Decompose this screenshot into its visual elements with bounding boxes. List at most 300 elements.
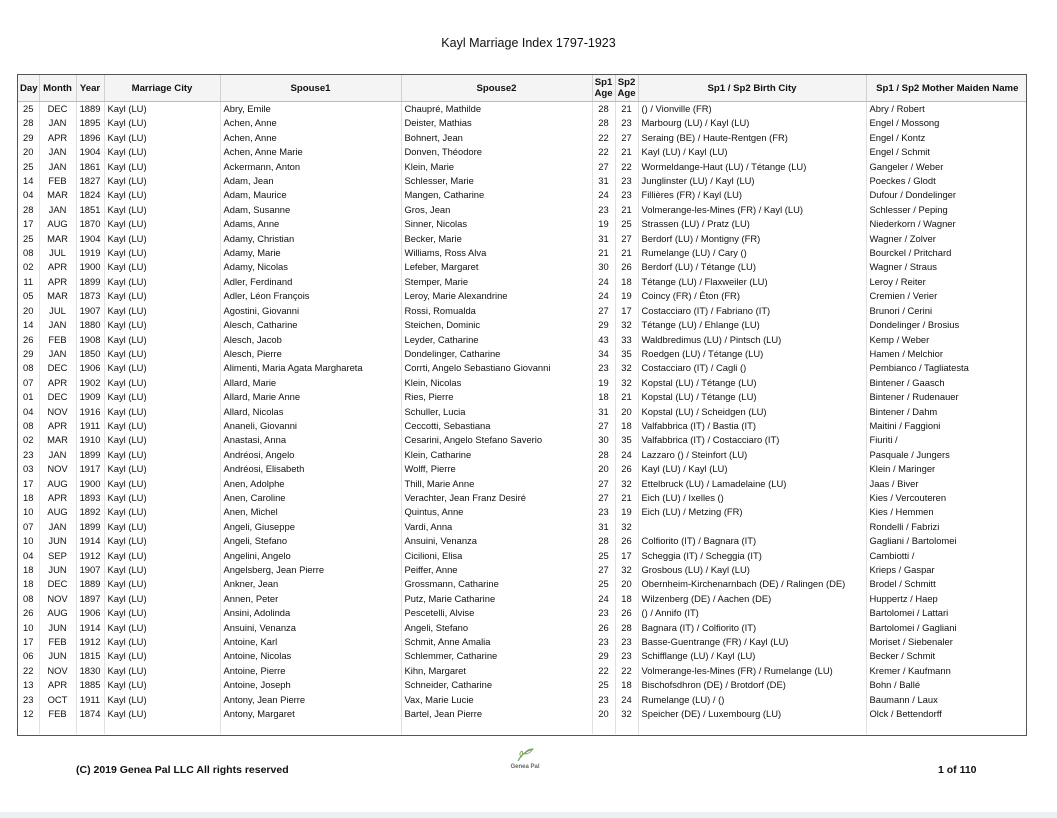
cell-spouse2: Rossi, Romualda [401,304,592,318]
cell-spouse1: Angeli, Giuseppe [220,520,401,534]
cell-spouse2: Klein, Marie [401,160,592,174]
cell-spouse2: Stemper, Marie [401,275,592,289]
cell-sp2-age: 19 [615,289,638,303]
cell-month: AUG [39,477,76,491]
cell-mother-maiden-name: Pembianco / Tagliatesta [866,361,1027,375]
cell-sp2-age: 23 [615,649,638,663]
cell-sp1-age: 24 [592,188,615,202]
cell-spouse1: Allard, Marie [220,376,401,390]
cell-mother-maiden-name: Jaas / Biver [866,477,1027,491]
cell-sp1-age: 27 [592,491,615,505]
cell-mother-maiden-name: Bourckel / Pritchard [866,246,1027,260]
cell-sp1-age: 31 [592,232,615,246]
cell-spouse2: Schmit, Anne Amalia [401,635,592,649]
cell-sp2-age: 32 [615,707,638,721]
cell-sp1-age: 28 [592,102,615,117]
cell-mother-maiden-name: Engel / Kontz [866,131,1027,145]
cell-sp1-age: 19 [592,217,615,231]
cell-sp2-age: 22 [615,160,638,174]
cell-sp1-age: 27 [592,563,615,577]
cell-month: FEB [39,174,76,188]
cell-day: 26 [23,333,34,345]
cell-birth-city: Kayl (LU) / Kayl (LU) [638,145,866,159]
cell-month: JAN [39,347,76,361]
cell-sp2-age: 25 [615,217,638,231]
cell-sp1-age: 30 [592,260,615,274]
cell-mother-maiden-name: Bohn / Ballé [866,678,1027,692]
cell-spouse2: Klein, Catharine [401,448,592,462]
cell-month: APR [39,275,76,289]
cell-sp1-age: 27 [592,419,615,433]
cell-spouse2: Chaupré, Mathilde [401,102,592,117]
cell-year: 1914 [76,621,104,635]
cell-marriage-city: Kayl (LU) [104,260,220,274]
cell-mother-maiden-name: Baumann / Laux [866,693,1027,707]
cell-year: 1912 [76,549,104,563]
cell-day: 08 [23,362,34,374]
cell-spouse2: Gros, Jean [401,203,592,217]
cell-birth-city: Schifflange (LU) / Kayl (LU) [638,649,866,663]
cell-spouse1: Alesch, Jacob [220,333,401,347]
cell-year: 1893 [76,491,104,505]
cell-sp1-age: 26 [592,621,615,635]
cell-sp1-age: 28 [592,448,615,462]
cell-mother-maiden-name: Hamen / Melchior [866,347,1027,361]
cell-marriage-city: Kayl (LU) [104,203,220,217]
cell-month: APR [39,491,76,505]
cell-sp1-age: 23 [592,361,615,375]
cell-month: JAN [39,448,76,462]
cell-spouse1: Ansini, Adolinda [220,606,401,620]
cell-year: 1909 [76,390,104,404]
cell-sp1-age: 23 [592,635,615,649]
cell-mother-maiden-name: Bartolomei / Lattari [866,606,1027,620]
cell-birth-city: Lazzaro () / Steinfort (LU) [638,448,866,462]
cell-sp2-age: 26 [615,606,638,620]
table-row [18,232,1027,246]
cell-spouse2: Vardi, Anna [401,520,592,534]
cell-mother-maiden-name: Kies / Vercouteren [866,491,1027,505]
cell-marriage-city: Kayl (LU) [104,361,220,375]
cell-spouse1: Achen, Anne [220,131,401,145]
cell-mother-maiden-name: Engel / Mossong [866,116,1027,130]
table-row [18,304,1027,318]
cell-marriage-city: Kayl (LU) [104,635,220,649]
cell-mother-maiden-name: Kremer / Kaufmann [866,664,1027,678]
cell-month: MAR [39,232,76,246]
cell-month: JUL [39,304,76,318]
cell-month: APR [39,260,76,274]
cell-spouse2: Deister, Mathias [401,116,592,130]
table-header-row [18,75,1027,102]
cell-year: 1906 [76,361,104,375]
cell-sp2-age: 19 [615,505,638,519]
cell-sp2-age: 27 [615,232,638,246]
cell-month: JAN [39,520,76,534]
cell-day: 25 [23,160,34,172]
cell-sp2-age: 18 [615,678,638,692]
cell-birth-city: Tétange (LU) / Ehlange (LU) [638,318,866,332]
cell-month: MAR [39,433,76,447]
cell-marriage-city: Kayl (LU) [104,563,220,577]
cell-day: 06 [23,650,34,662]
cell-mother-maiden-name: Dondelinger / Brosius [866,318,1027,332]
cell-year: 1919 [76,246,104,260]
cell-month: JUN [39,621,76,635]
cell-marriage-city: Kayl (LU) [104,419,220,433]
cell-sp2-age: 32 [615,318,638,332]
cell-marriage-city: Kayl (LU) [104,433,220,447]
cell-mother-maiden-name: Brodel / Schmitt [866,577,1027,591]
cell-sp1-age: 24 [592,289,615,303]
table-row [18,131,1027,145]
cell-year: 1907 [76,304,104,318]
cell-spouse2: Corrti, Angelo Sebastiano Giovanni [401,361,592,375]
cell-spouse1: Ananeli, Giovanni [220,419,401,433]
cell-spouse1: Allard, Marie Anne [220,390,401,404]
genea-pal-logo-icon [514,748,536,763]
cell-marriage-city: Kayl (LU) [104,577,220,591]
cell-day: 11 [23,275,34,287]
cell-birth-city: Kayl (LU) / Kayl (LU) [638,462,866,476]
cell-marriage-city: Kayl (LU) [104,520,220,534]
cell-marriage-city: Kayl (LU) [104,188,220,202]
cell-spouse2: Vax, Marie Lucie [401,693,592,707]
cell-day: 18 [23,491,34,503]
cell-mother-maiden-name: Olck / Bettendorff [866,707,1027,721]
cell-sp1-age: 30 [592,433,615,447]
cell-month: AUG [39,606,76,620]
cell-marriage-city: Kayl (LU) [104,491,220,505]
cell-mother-maiden-name: Wagner / Zolver [866,232,1027,246]
cell-spouse2: Ceccotti, Sebastiana [401,419,592,433]
cell-marriage-city: Kayl (LU) [104,102,220,117]
cell-sp2-age: 21 [615,246,638,260]
cell-birth-city: Bagnara (IT) / Colfiorito (IT) [638,621,866,635]
table-row [18,477,1027,491]
table-row [18,606,1027,620]
cell-birth-city: Bischofsdhron (DE) / Brotdorf (DE) [638,678,866,692]
cell-spouse2: Cesarini, Angelo Stefano Saverio [401,433,592,447]
cell-spouse1: Alesch, Pierre [220,347,401,361]
cell-marriage-city: Kayl (LU) [104,534,220,548]
cell-sp1-age: 23 [592,505,615,519]
cell-spouse2: Ansuini, Venanza [401,534,592,548]
table-row [18,678,1027,692]
cell-birth-city: Tétange (LU) / Flaxweiler (LU) [638,275,866,289]
cell-day: 20 [23,146,34,158]
cell-sp1-age: 20 [592,462,615,476]
cell-spouse1: Adler, Léon François [220,289,401,303]
cell-day: 07 [23,520,34,532]
cell-birth-city: Rumelange (LU) / () [638,693,866,707]
cell-year: 1911 [76,693,104,707]
cell-year: 1896 [76,131,104,145]
table-row [18,376,1027,390]
cell-birth-city: Strassen (LU) / Pratz (LU) [638,217,866,231]
cell-month: JAN [39,318,76,332]
cell-day: 03 [23,463,34,475]
cell-day: 18 [23,564,34,575]
cell-month: JAN [39,203,76,217]
cell-spouse1: Ackermann, Anton [220,160,401,174]
cell-mother-maiden-name: Moriset / Siebenaler [866,635,1027,649]
cell-birth-city: Fillières (FR) / Kayl (LU) [638,188,866,202]
cell-year: 1906 [76,606,104,620]
cell-spouse1: Antoine, Pierre [220,664,401,678]
cell-birth-city: Berdorf (LU) / Montigny (FR) [638,232,866,246]
table-row [18,102,1027,117]
cell-day: 08 [23,592,34,604]
cell-spouse2: Thill, Marie Anne [401,477,592,491]
cell-spouse1: Alesch, Catharine [220,318,401,332]
cell-year: 1861 [76,160,104,174]
cell-month: NOV [39,462,76,476]
cell-birth-city: Seraing (BE) / Haute-Rentgen (FR) [638,131,866,145]
cell-mother-maiden-name: Engel / Schmit [866,145,1027,159]
cell-mother-maiden-name: Huppertz / Haep [866,592,1027,606]
table-row [18,275,1027,289]
cell-birth-city: Wilzenberg (DE) / Aachen (DE) [638,592,866,606]
cell-birth-city: Eich (LU) / Ixelles () [638,491,866,505]
cell-year: 1899 [76,520,104,534]
cell-spouse2: Ries, Pierre [401,390,592,404]
cell-year: 1851 [76,203,104,217]
cell-mother-maiden-name: Becker / Schmit [866,649,1027,663]
cell-spouse2: Peiffer, Anne [401,563,592,577]
cell-month: OCT [39,693,76,707]
cell-year: 1908 [76,333,104,347]
cell-sp2-age: 23 [615,188,638,202]
cell-day: 02 [23,434,34,446]
cell-birth-city: Volmerange-les-Mines (FR) / Kayl (LU) [638,203,866,217]
cell-marriage-city: Kayl (LU) [104,116,220,130]
cell-day: 20 [23,304,34,316]
cell-mother-maiden-name: Abry / Robert [866,102,1027,117]
cell-spouse2: Schlemmer, Catharine [401,649,592,663]
cell-year: 1897 [76,592,104,606]
cell-birth-city: Junglinster (LU) / Kayl (LU) [638,174,866,188]
cell-spouse1: Adamy, Marie [220,246,401,260]
cell-spouse1: Allard, Nicolas [220,405,401,419]
cell-month: JAN [39,160,76,174]
cell-marriage-city: Kayl (LU) [104,246,220,260]
cell-sp1-age: 27 [592,304,615,318]
cell-day: 17 [23,636,34,648]
cell-mother-maiden-name: Fiuriti / [866,433,1027,447]
cell-spouse2: Schlesser, Marie [401,174,592,188]
cell-month: MAR [39,289,76,303]
cell-sp1-age: 29 [592,318,615,332]
cell-sp2-age: 21 [615,102,638,117]
table-row [18,563,1027,577]
cell-sp2-age: 17 [615,304,638,318]
cell-month: MAR [39,188,76,202]
cell-spouse2: Schuller, Lucia [401,405,592,419]
cell-blank [401,721,592,734]
cell-year: 1904 [76,232,104,246]
cell-day: 14 [23,319,34,331]
col-marriage-city: Marriage City [104,75,220,102]
cell-year: 1827 [76,174,104,188]
cell-spouse1: Andréosi, Elisabeth [220,462,401,476]
cell-year: 1914 [76,534,104,548]
cell-sp2-age: 23 [615,635,638,649]
col-birth-city: Sp1 / Sp2 Birth City [638,75,866,102]
cell-year: 1911 [76,419,104,433]
cell-spouse2: Grossmann, Catharine [401,577,592,591]
cell-spouse1: Antony, Jean Pierre [220,693,401,707]
cell-marriage-city: Kayl (LU) [104,649,220,663]
cell-month: APR [39,376,76,390]
cell-spouse1: Achen, Anne [220,116,401,130]
col-sp1-age [592,75,615,102]
cell-spouse1: Adamy, Nicolas [220,260,401,274]
cell-month: NOV [39,592,76,606]
cell-sp2-age: 21 [615,203,638,217]
cell-sp1-age: 22 [592,664,615,678]
col-mother-maiden-name: Sp1 / Sp2 Mother Maiden Name [866,75,1027,102]
cell-mother-maiden-name: Krieps / Gaspar [866,563,1027,577]
cell-year: 1873 [76,289,104,303]
cell-blank [39,721,76,734]
cell-day: 12 [23,708,34,720]
logo-text: Genea Pal [510,764,540,770]
cell-year: 1824 [76,188,104,202]
cell-marriage-city: Kayl (LU) [104,131,220,145]
cell-year: 1917 [76,462,104,476]
cell-birth-city: Costacciaro (IT) / Cagli () [638,361,866,375]
cell-spouse2: Lefeber, Margaret [401,260,592,274]
cell-month: NOV [39,405,76,419]
cell-birth-city: Colfiorito (IT) / Bagnara (IT) [638,534,866,548]
cell-sp1-age: 22 [592,131,615,145]
cell-spouse2: Bohnert, Jean [401,131,592,145]
cell-year: 1895 [76,116,104,130]
cell-year: 1904 [76,145,104,159]
cell-sp1-age: 31 [592,405,615,419]
cell-sp2-age: 28 [615,621,638,635]
cell-sp1-age: 31 [592,520,615,534]
genea-pal-logo [503,748,547,770]
cell-day: 10 [23,621,34,633]
cell-sp1-age: 25 [592,678,615,692]
cell-birth-city: Volmerange-les-Mines (FR) / Rumelange (LU) [638,664,866,678]
cell-spouse1: Ansuini, Venanza [220,621,401,635]
cell-year: 1907 [76,563,104,577]
table-row [18,577,1027,591]
table-row [18,116,1027,130]
cell-sp2-age: 21 [615,145,638,159]
cell-spouse2: Mangen, Catharine [401,188,592,202]
cell-month: DEC [39,390,76,404]
cell-sp1-age: 25 [592,549,615,563]
table-row [18,549,1027,563]
cell-spouse2: Quintus, Anne [401,505,592,519]
cell-month: APR [39,419,76,433]
cell-spouse1: Angelini, Angelo [220,549,401,563]
cell-marriage-city: Kayl (LU) [104,549,220,563]
cell-mother-maiden-name: Cremien / Verier [866,289,1027,303]
cell-sp2-age: 32 [615,376,638,390]
cell-marriage-city: Kayl (LU) [104,217,220,231]
cell-marriage-city: Kayl (LU) [104,621,220,635]
cell-month: JUN [39,649,76,663]
cell-spouse1: Adler, Ferdinand [220,275,401,289]
cell-marriage-city: Kayl (LU) [104,606,220,620]
cell-spouse2: Angeli, Stefano [401,621,592,635]
cell-spouse2: Putz, Marie Catharine [401,592,592,606]
cell-day: 23 [23,448,34,460]
cell-birth-city: Valfabbrica (IT) / Costacciaro (IT) [638,433,866,447]
cell-spouse2: Leroy, Marie Alexandrine [401,289,592,303]
cell-day: 18 [23,578,34,590]
cell-spouse1: Angeli, Stefano [220,534,401,548]
cell-sp1-age: 29 [592,649,615,663]
table-row [18,491,1027,505]
cell-sp2-age: 18 [615,275,638,289]
cell-sp2-age: 26 [615,462,638,476]
cell-spouse1: Angelsberg, Jean Pierre [220,563,401,577]
col-sp2-age-line1: Sp2 [617,77,636,88]
cell-birth-city: Coincy (FR) / Éton (FR) [638,289,866,303]
cell-marriage-city: Kayl (LU) [104,390,220,404]
cell-spouse1: Adam, Maurice [220,188,401,202]
cell-sp1-age: 25 [592,577,615,591]
cell-mother-maiden-name: Maitini / Faggioni [866,419,1027,433]
cell-mother-maiden-name: Bintener / Rudenauer [866,390,1027,404]
cell-marriage-city: Kayl (LU) [104,693,220,707]
cell-spouse1: Adams, Anne [220,217,401,231]
cell-spouse1: Anen, Caroline [220,491,401,505]
cell-mother-maiden-name: Niederkorn / Wagner [866,217,1027,231]
cell-sp1-age: 31 [592,174,615,188]
cell-sp2-age: 24 [615,448,638,462]
cell-birth-city: Marbourg (LU) / Kayl (LU) [638,116,866,130]
cell-marriage-city: Kayl (LU) [104,304,220,318]
cell-mother-maiden-name: Bintener / Gaasch [866,376,1027,390]
cell-spouse1: Andréosi, Angelo [220,448,401,462]
table-row [18,390,1027,404]
cell-year: 1900 [76,260,104,274]
cell-spouse1: Antoine, Joseph [220,678,401,692]
cell-year: 1912 [76,635,104,649]
cell-mother-maiden-name: Kemp / Weber [866,333,1027,347]
cell-sp1-age: 24 [592,275,615,289]
table-row [18,318,1027,332]
cell-month: SEP [39,549,76,563]
cell-spouse1: Adam, Susanne [220,203,401,217]
cell-sp2-age: 32 [615,361,638,375]
cell-sp2-age: 21 [615,390,638,404]
cell-spouse1: Anen, Adolphe [220,477,401,491]
cell-year: 1815 [76,649,104,663]
table-row [18,621,1027,635]
cell-spouse1: Antony, Margaret [220,707,401,721]
cell-sp1-age: 23 [592,203,615,217]
table-row [18,419,1027,433]
cell-birth-city: Obernheim-Kirchenarnbach (DE) / Ralingen (DE) [638,577,866,591]
cell-birth-city: () / Annifo (IT) [638,606,866,620]
cell-marriage-city: Kayl (LU) [104,333,220,347]
cell-spouse1: Anastasi, Anna [220,433,401,447]
cell-marriage-city: Kayl (LU) [104,160,220,174]
cell-mother-maiden-name: Gagliani / Bartolomei [866,534,1027,548]
cell-blank [866,721,1027,734]
cell-sp2-age: 23 [615,116,638,130]
cell-birth-city: Roedgen (LU) / Tétange (LU) [638,347,866,361]
cell-marriage-city: Kayl (LU) [104,232,220,246]
